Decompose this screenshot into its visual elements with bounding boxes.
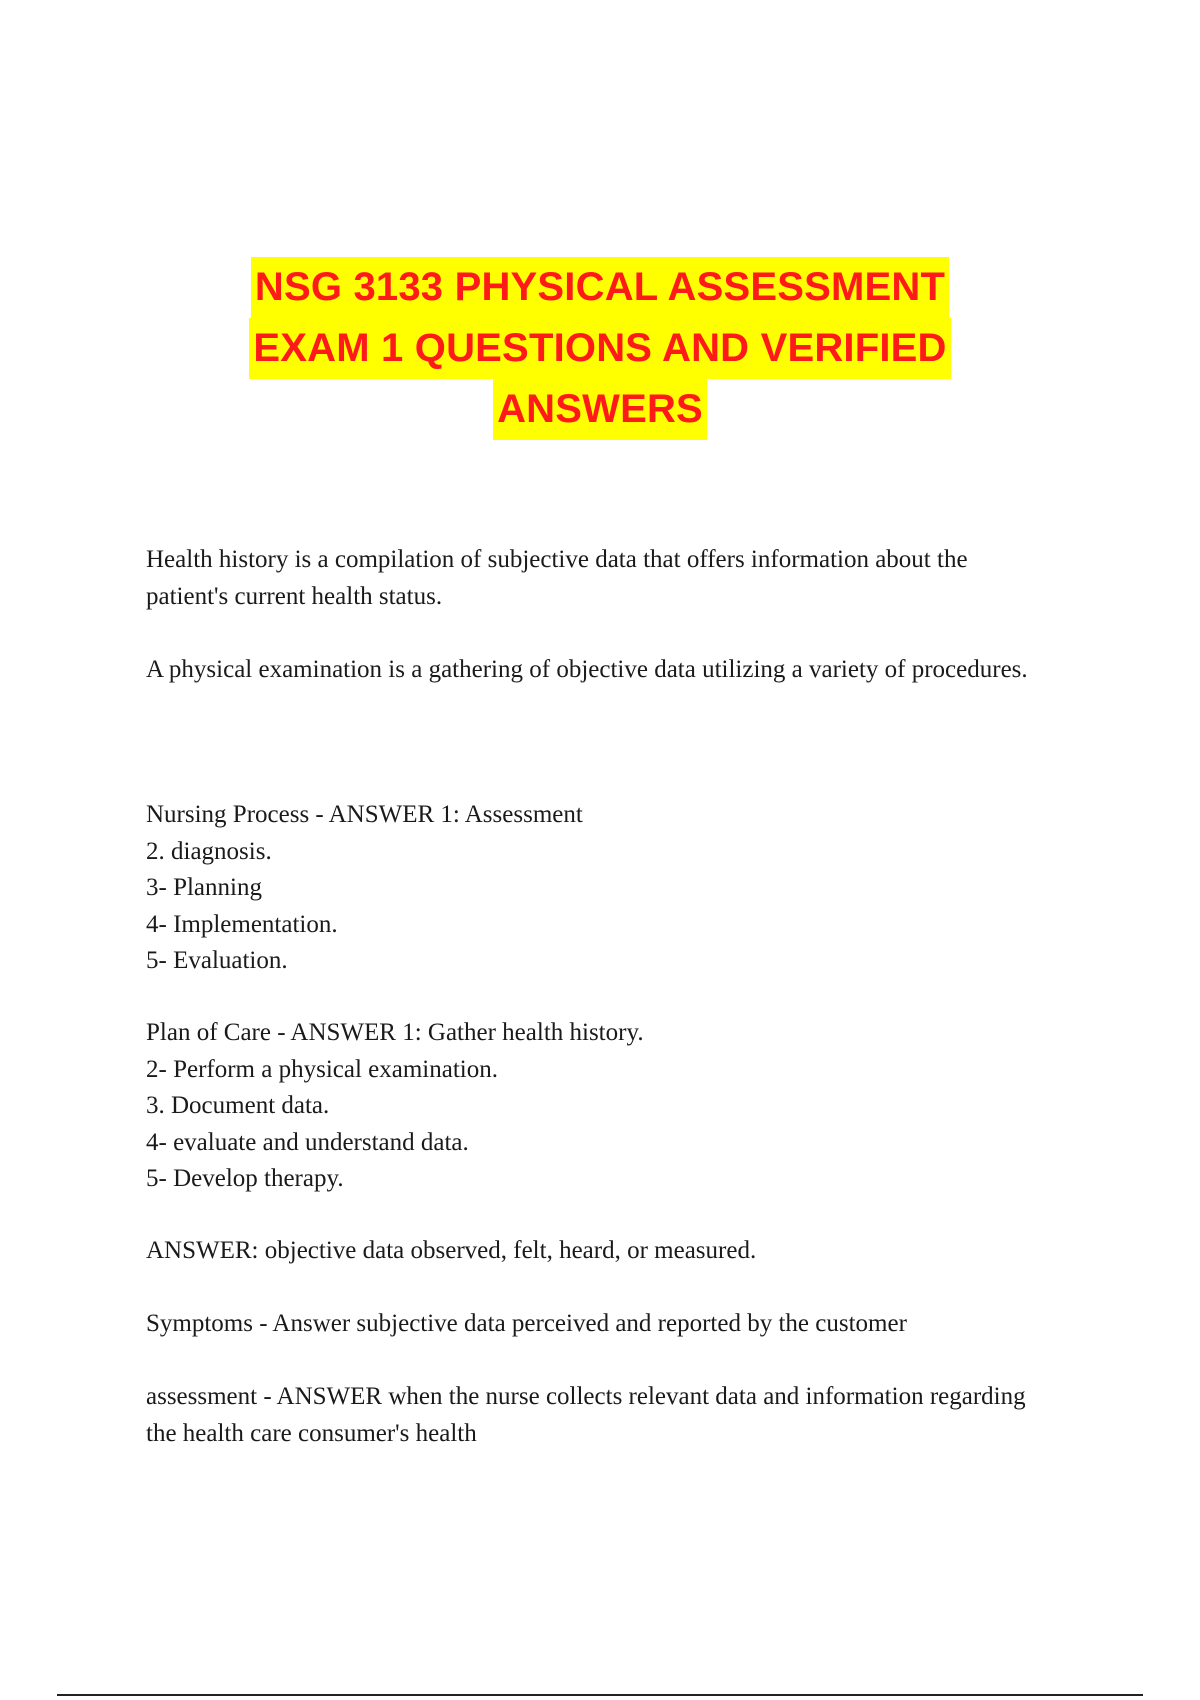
nursing-process-line: 5- Evaluation. [146,947,288,974]
plan-of-care-line: 5- Develop therapy. [146,1165,344,1192]
nursing-process-line: 4- Implementation. [146,910,338,938]
physical-exam-paragraph: A physical examination is a gathering of objective data utilizing a variety of procedures. [146,656,1028,683]
document-title [0,257,1200,440]
health-history-paragraph: Health history is a compilation of subjective data that offers information about the patient's current health status. [146,546,968,610]
assessment-paragraph: assessment - ANSWER when the nurse collects relevant data and information regarding the health care consumer's health [146,1383,1026,1447]
plan-of-care-block [146,1015,1056,1198]
nursing-process-line: 2. diagnosis. [146,837,272,865]
title-line-1: NSG 3133 PHYSICAL ASSESSMENT [251,257,949,318]
symptoms-paragraph: Symptoms - Answer subjective data perceived and reported by the customer [146,1310,907,1337]
plan-of-care-line: 3. Document data. [146,1092,330,1119]
nursing-process-block [146,797,1056,980]
plan-of-care-line: Plan of Care - ANSWER 1: Gather health history. [146,1019,644,1046]
plan-of-care-line: 2- Perform a physical examination. [146,1055,498,1083]
title-line-3: ANSWERS [493,379,707,440]
title-line-2: EXAM 1 QUESTIONS AND VERIFIED [249,318,950,379]
plan-of-care-line: 4- evaluate and understand data. [146,1128,469,1156]
page-bottom-divider [57,1694,1143,1696]
objective-data-answer: ANSWER: objective data observed, felt, heard, or measured. [146,1237,757,1264]
nursing-process-line: 3- Planning [146,874,262,901]
nursing-process-line: Nursing Process - ANSWER 1: Assessment [146,801,583,828]
